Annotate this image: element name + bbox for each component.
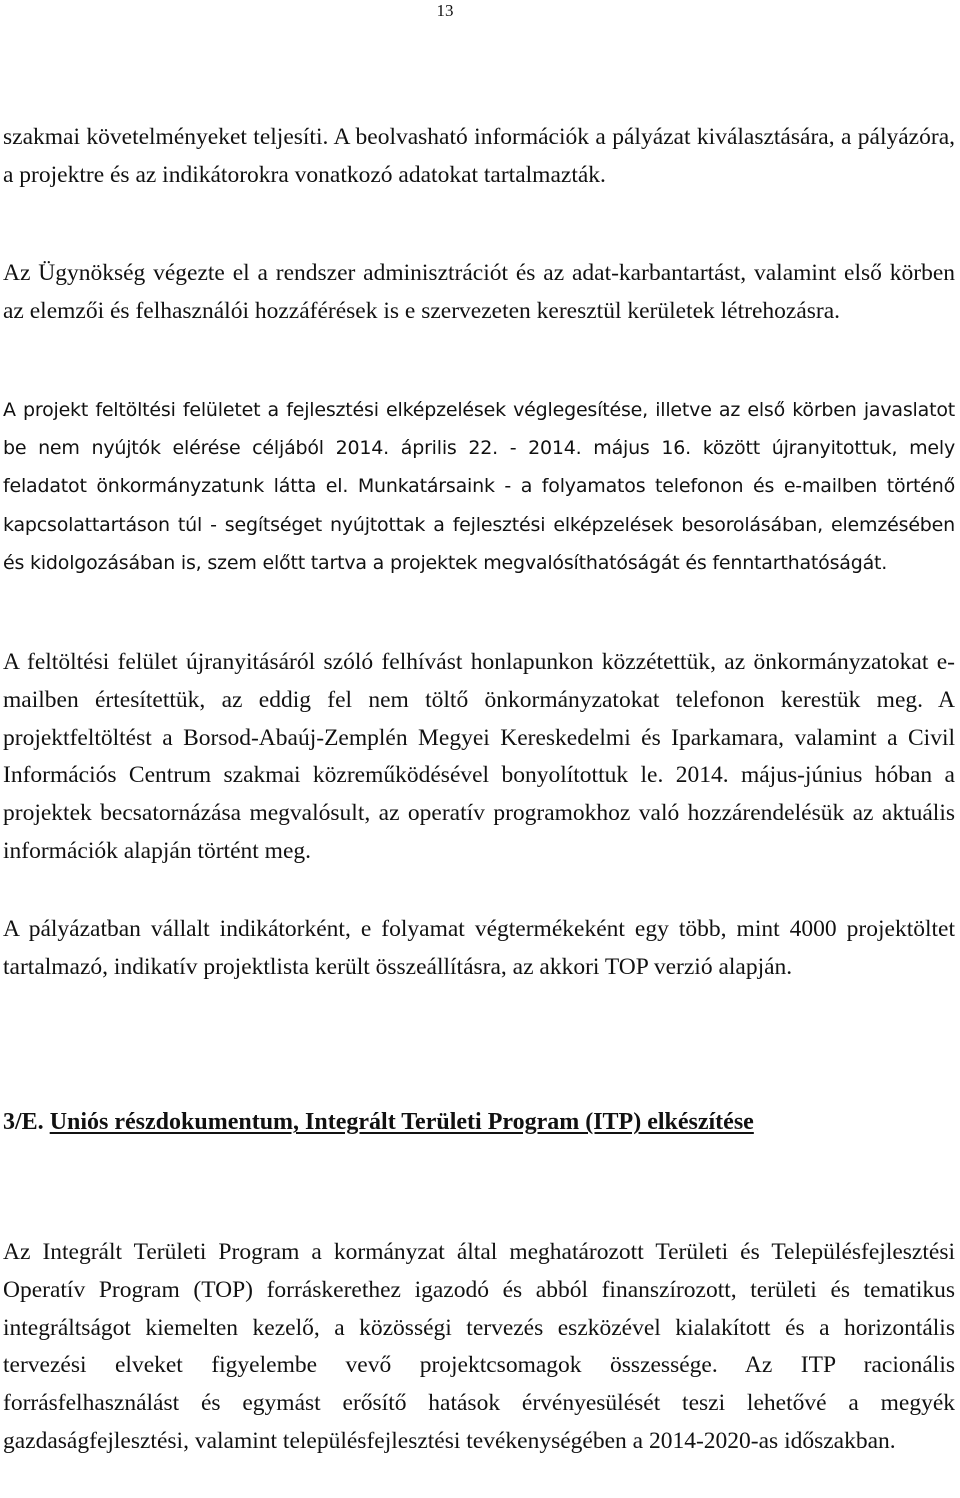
section-heading-title: Uniós részdokumentum, Integrált Területi Program (ITP) elkészítése xyxy=(49,1109,754,1135)
paragraph-4: A feltöltési felület újranyitásáról szóló felhívást honlapunkon közzétettük, az önkormányzatokat e-mailben értesítettük, az eddig fel nem töltő önkormányzatokat telefonon kerestük meg. A projektfeltöltést a Borsod-Abaúj-Zemplén Megyei Kereskedelmi és Iparkamara, valamint a Civil Információs Centrum szakmai közreműködésével bonyolítottuk le. 2014. május-június hóban a projektek becsatornázása megvalósult, az operatív programokhoz való hozzárendelésük az aktuális információk alapján történt meg. xyxy=(3,649,955,864)
section-heading xyxy=(3,1102,754,1142)
paragraph-2: Az Ügynökség végezte el a rendszer adminisztrációt és az adat-karbantartást, valamint első körben az elemzői és felhasználói hozzáférések is e szervezeten keresztül kerületek létrehozásra. xyxy=(3,260,955,324)
paragraph-5: A pályázatban vállalt indikátorként, e folyamat végtermékeként egy több, mint 4000 projektöltet tartalmazó, indikatív projektlista került összeállításra, az akkori TOP verzió alapján. xyxy=(3,916,955,980)
section-heading-number: 3/E. xyxy=(3,1109,44,1135)
page-number: 13 xyxy=(436,1,454,20)
paragraph-6: Az Integrált Területi Program a kormányzat által meghatározott Területi és Településfejlesztési Operatív Program (TOP) forráskerethez igazodó és abból finanszírozott, területi és tematikus integráltságot kiemelten kezelő, a közösségi tervezés eszközével kialakított és a horizontális tervezési elveket figyelembe vevő projektcsomagok összessége. Az ITP racionális forrásfelhasználást és egymást erősítő hatások érvényesülését teszi lehetővé a megyék gazdaságfejlesztési, valamint településfejlesztési tevékenységében a 2014-2020-as időszakban. xyxy=(3,1239,955,1454)
paragraph-1: szakmai követelményeket teljesíti. A beolvasható információk a pályázat kiválasztására, a pályázóra, a projektre és az indikátorokra vonatkozó adatokat tartalmazták. xyxy=(3,124,955,188)
paragraph-3: A projekt feltöltési felületet a fejlesztési elképzelések véglegesítése, illetve az első körben javaslatot be nem nyújtók elérése céljából 2014. április 22. - 2014. május 16. között újranyitottuk, mely feladatot önkormányzatunk látta el. Munkatársaink - a folyamatos telefonon és e-mailben történő kapcsolattartáson túl - segítséget nyújtottak a fejlesztési elképzelések besorolásában, elemzésében és kidolgozásában is, szem előtt tartva a projektek megvalósíthatóságát és fenntarthatóságát. xyxy=(3,399,955,574)
